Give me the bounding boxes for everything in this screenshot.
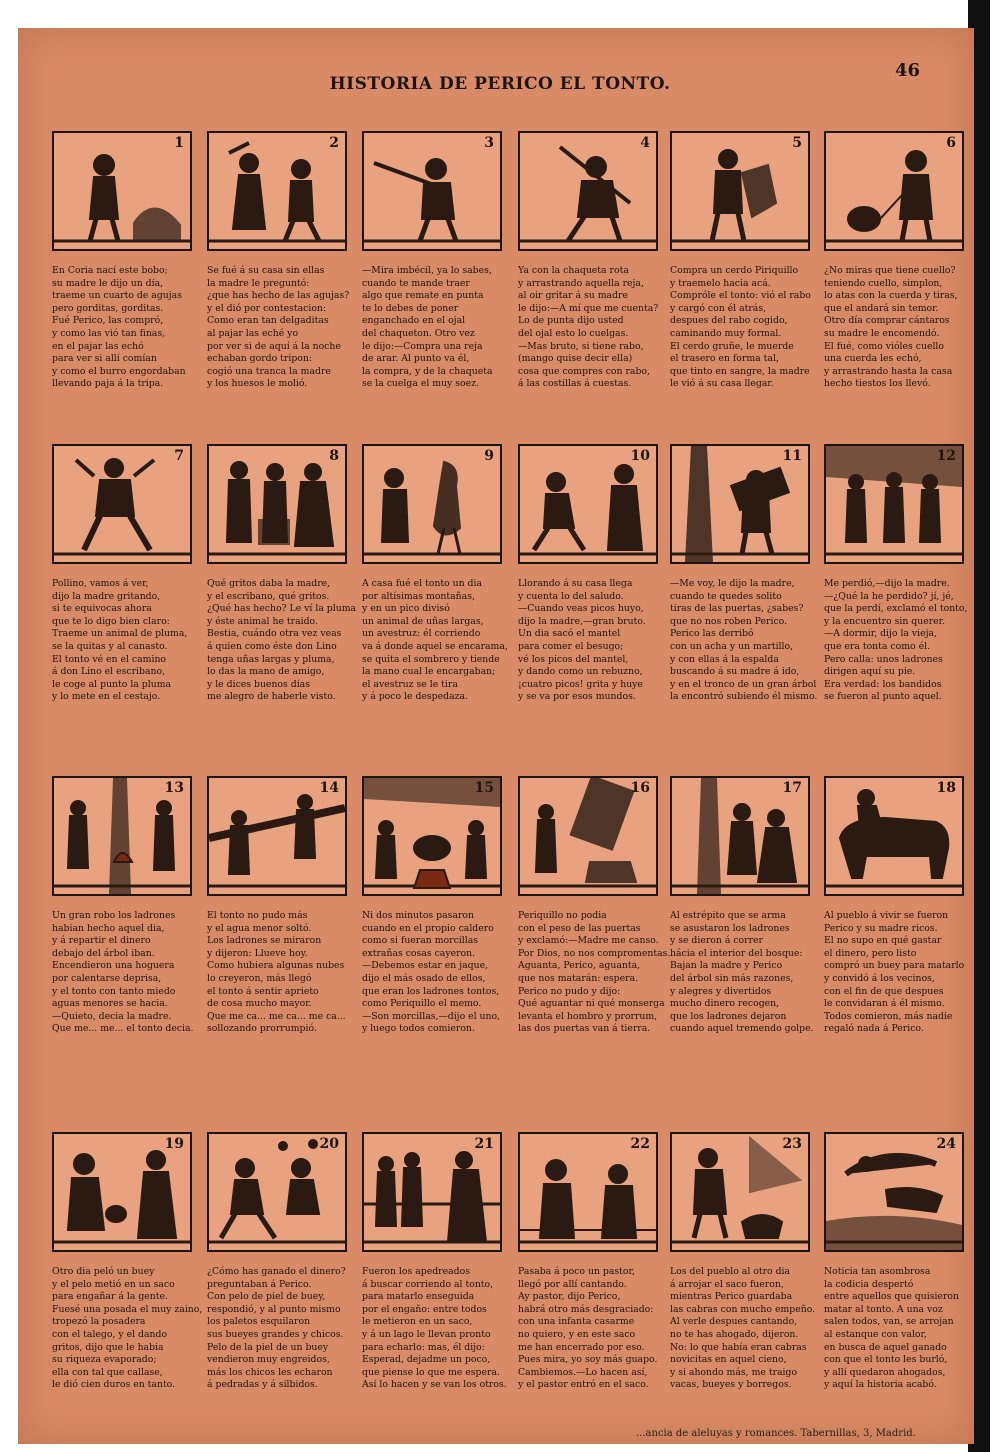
woodcut-panel bbox=[362, 1132, 502, 1252]
aleluya-cell bbox=[362, 131, 512, 391]
panel-number: 6 bbox=[946, 135, 956, 151]
panel-number: 4 bbox=[640, 135, 650, 151]
aleluya-cell bbox=[207, 1132, 357, 1392]
woodcut-illustration bbox=[364, 133, 500, 249]
aleluya-cell bbox=[52, 131, 202, 391]
panel-number: 10 bbox=[630, 448, 650, 464]
aleluya-cell bbox=[207, 776, 357, 1036]
aleluya-cell bbox=[52, 1132, 202, 1392]
woodcut-panel bbox=[52, 1132, 192, 1252]
panel-number: 24 bbox=[936, 1136, 956, 1152]
aleluya-cell bbox=[670, 131, 820, 391]
panel-verse: Compra un cerdo Piriquillo y traemelo hacia acá. Compróle el tonto: vió el rabo y cargó con él atrás, despues del rabo cogido, caminando muy formal. El cerdo gruñe, le muerde el trasero en forma tal, que tinto en sangre, la madre le vió á su casa llegar. bbox=[670, 265, 811, 390]
woodcut-panel bbox=[207, 131, 347, 251]
panel-number: 21 bbox=[474, 1136, 494, 1152]
woodcut-panel bbox=[362, 776, 502, 896]
woodcut-illustration bbox=[364, 446, 500, 562]
woodcut-illustration bbox=[520, 133, 656, 249]
panel-verse: Los del pueblo al otro dia á arrojar el saco fueron, mientras Perico guardaba las cabras con mucho empeño. Al verle despues cantando, no te has ahogado, dijeron. No: lo que había eran cabras novicitas en aquel cieno, y si ahondo más, me traigo vacas, bueyes y borregos. bbox=[670, 1266, 816, 1391]
woodcut-panel bbox=[362, 444, 502, 564]
panel-number: 16 bbox=[630, 780, 650, 796]
woodcut-panel bbox=[362, 131, 502, 251]
panel-verse: ¿No miras que tiene cuello? teniendo cuello, simplon, lo atas con la cuerda y tiras, que el andará sin temor. Otro día comprar cántaros su madre le encomendó. El fué, como vióles cuello una cuerda les echó, y arrastrando hasta la casa hecho tiestos los llevó. bbox=[824, 265, 958, 390]
panel-verse: Un gran robo los ladrones habian hecho aquel dia, y á repartir el dinero debajo del árbol iban. Encendieron una hoguera por calentarse deprisa, y el tonto con tanto miedo aguas menores se hacia. —Quieto, decia la madre. Que me... me... el tonto decia. bbox=[52, 910, 194, 1035]
panel-number: 11 bbox=[782, 448, 802, 464]
panel-verse: Llorando á su casa llega y cuenta lo del saludo. —Cuando veas picos huyo, dijo la madre,—gran bruto. Un dia sacó el mantel para comer el besugo; vé los picos del mantel, y dando como un rebuzno, ¡cuatro picos! grita y huye y se va por esos mundos. bbox=[518, 578, 646, 703]
panel-verse: Me perdió,—dijo la madre. —¿Qué la he perdido? jí, jé, que la perdí, exclamó el tonto, y la encuentro sin querer. —A dormir, dijo la vieja, que era tonta como él. Pero calla: unos ladrones dirigen aquí su pie. Era verdad: los bandidos se fueron al punto aquel. bbox=[824, 578, 968, 703]
panel-verse: El tonto no pudo más y el agua menor soltó. Los ladrones se miraron y dijeron: Llueve hoy. Como hubiera algunas nubes lo creyeron, más llegó el tonto á sentir aprieto de cosa mucho mayor. Que me ca... me ca... me ca... sollozando prorrumpió. bbox=[207, 910, 346, 1035]
woodcut-panel bbox=[518, 444, 658, 564]
panel-verse: Ni dos minutos pasaron cuando en el propio caldero como si fueran morcillas extrañas cosas cayeron. —Debemos estar en jaque, dijo el más osado de ellos, que eran los ladrones tontos, como Periquillo el memo. —Son morcillas,—dijo el uno, y luego todos comieron. bbox=[362, 910, 501, 1035]
aleluya-cell bbox=[518, 1132, 668, 1392]
panel-number: 17 bbox=[782, 780, 802, 796]
woodcut-illustration bbox=[826, 133, 962, 249]
panel-number: 8 bbox=[329, 448, 339, 464]
woodcut-panel bbox=[670, 776, 810, 896]
panel-number: 9 bbox=[484, 448, 494, 464]
woodcut-panel bbox=[670, 1132, 810, 1252]
panel-verse: Pasaba á poco un pastor, llegó por allí cantando. Ay pastor, dijo Perico, habrá otro más desgraciado: con una infanta casarme no quiero, y en este saco me han encerrado por eso. Pues mira, yo soy más guapo. Cambiemos.—Lo hacen así, y el pastor entró en el saco. bbox=[518, 1266, 658, 1391]
panel-number: 7 bbox=[174, 448, 184, 464]
panel-verse: Ya con la chaqueta rota y arrastrando aquella reja, al oir gritar á su madre le dijo:—A mí que me cuenta? Lo de punta dijo usted del ojal esto lo cuelgas. —Mas bruto, si tiene rabo, (mango quise decir ella) cosa que compres con rabo, á las costillas á cuestas. bbox=[518, 265, 659, 390]
woodcut-panel bbox=[824, 131, 964, 251]
panel-verse: —Me voy, le dijo la madre, cuando te quedes solito tiras de las puertas, ¿sabes? que no nos roben Perico. Perico las derribó con un acha y un martillo, y con ellas á la espalda buscando á su madre á ido, y en el tronco de un gran árbol la encontró subiendo él mismo. bbox=[670, 578, 818, 703]
aleluya-cell bbox=[207, 444, 357, 704]
woodcut-illustration bbox=[209, 446, 345, 562]
printer-imprint: ...ancia de aleluyas y romances. Tabernillas, 3, Madrid. bbox=[636, 1428, 916, 1439]
panel-number: 15 bbox=[474, 780, 494, 796]
panel-number: 3 bbox=[484, 135, 494, 151]
panel-verse: A casa fué el tonto un dia por altísimas montañas, y en un pico divisó un animal de uñas largas, un avestruz: él corriendo va á donde aquel se encarama, se quita el sombrero y tiende la mano cual le encargaban; el avestruz se le tira y á poco le despedaza. bbox=[362, 578, 508, 703]
aleluya-cell bbox=[670, 444, 820, 704]
aleluya-cell bbox=[670, 1132, 820, 1392]
woodcut-panel bbox=[518, 131, 658, 251]
aleluya-cell bbox=[824, 1132, 974, 1392]
panel-verse: Otro dia peló un buey y el pelo metió en un saco para engañar á la gente. Fuesé una posada el muy zaino, tropezó la posadera con el talego, y el dando gritos, dijo que le habia su riqueza evaporado; ella con tal que callase, le dió cien duros en tanto. bbox=[52, 1266, 203, 1391]
woodcut-panel bbox=[207, 776, 347, 896]
aleluya-cell bbox=[52, 776, 202, 1036]
panel-number: 23 bbox=[782, 1136, 802, 1152]
panel-verse: Al estrépito que se arma se asustaron los ladrones y se dieron á correr hácia el interior del bosque: Bajan la madre y Perico del árbol sin más razones, y alegres y divertidos mucho dinero recogen, que los ladrones dejaron cuando aquel tremendo golpe. bbox=[670, 910, 814, 1035]
woodcut-panel bbox=[52, 776, 192, 896]
woodcut-panel bbox=[207, 1132, 347, 1252]
panel-number: 5 bbox=[792, 135, 802, 151]
woodcut-panel bbox=[670, 131, 810, 251]
aleluya-cell bbox=[824, 776, 974, 1036]
panel-verse: Pollino, vamos á ver, dijo la madre gritando, si te equivocas ahora que te lo digo bien claro: Traeme un animal de pluma, se la quitas y al canasto. El tonto vé en el camino á don Lino el escribano, le coge al punto la pluma y lo mete en el cestajo. bbox=[52, 578, 188, 703]
woodcut-panel bbox=[670, 444, 810, 564]
aleluya-cell bbox=[362, 444, 512, 704]
panel-verse: Qué gritos daba la madre, y el escribano, qué gritos. ¿Qué has hecho? Le ví la pluma y éste animal he traido. Bestia, cuándo otra vez veas á quien como éste don Lino tenga uñas largas y pluma, lo das la mano de amigo, y le dices buenos días me alegro de haberle visto. bbox=[207, 578, 357, 703]
aleluya-cell bbox=[518, 131, 668, 391]
woodcut-panel bbox=[824, 444, 964, 564]
panel-number: 13 bbox=[164, 780, 184, 796]
page-title: HISTORIA DE PERICO EL TONTO. bbox=[329, 74, 671, 94]
woodcut-panel bbox=[207, 444, 347, 564]
panel-verse: —Mira imbécil, ya lo sabes, cuando te mande traer algo que remate en punta te lo debes de poner enganchado en el ojal del chaqueton. Otro vez le dijo:—Compra una reja de arar. Al punto va él, la compra, y de la chaqueta se la cuelga el muy soez. bbox=[362, 265, 493, 390]
panel-number: 19 bbox=[164, 1136, 184, 1152]
aleluya-cell bbox=[518, 776, 671, 1036]
panel-number: 18 bbox=[936, 780, 956, 796]
woodcut-panel bbox=[824, 1132, 964, 1252]
woodcut-panel bbox=[52, 444, 192, 564]
aleluya-cell bbox=[207, 131, 357, 391]
woodcut-panel bbox=[518, 776, 658, 896]
aleluya-cell bbox=[518, 444, 668, 704]
aleluya-cell bbox=[362, 776, 512, 1036]
panel-number: 14 bbox=[319, 780, 339, 796]
woodcut-illustration bbox=[672, 133, 808, 249]
panel-number: 22 bbox=[630, 1136, 650, 1152]
panel-number: 2 bbox=[329, 135, 339, 151]
panel-verse: En Coria nací este bobo; su madre le dijo un día, traeme un cuarto de agujas pero gorditas, gorditas. Fué Perico, las compró, y como las vió tan finas, en el pajar las echó para ver si allí comían y como el burro engordaban llevando paja á la tripa. bbox=[52, 265, 186, 390]
aleluya-cell bbox=[52, 444, 202, 704]
woodcut-illustration bbox=[209, 133, 345, 249]
woodcut-panel bbox=[52, 131, 192, 251]
panel-verse: Fueron los apedreados á buscar corriendo al tonto, para matarlo enseguida por el engaño: entre todos le metieron en un saco, y á un lago le llevan pronto para echarlo: mas, él dijo: Esperad, dejadme un poco, que piense lo que me espera. Así lo hacen y se van los otros. bbox=[362, 1266, 507, 1391]
aleluya-cell bbox=[362, 1132, 512, 1392]
panel-number: 12 bbox=[936, 448, 956, 464]
panel-verse: Noticia tan asombrosa la codicia despertó entre aquellos que quisieron matar al tonto. A una voz salen todos, van, se arrojan al estanque con valor, en busca de aquel ganado con que el tonto les burló, y allí quedaron ahogados, y aquí la historia acabó. bbox=[824, 1266, 959, 1391]
woodcut-illustration bbox=[54, 446, 190, 562]
woodcut-panel bbox=[518, 1132, 658, 1252]
woodcut-illustration bbox=[54, 133, 190, 249]
page-number: 46 bbox=[895, 60, 921, 81]
aleluya-cell bbox=[824, 444, 974, 704]
panel-number: 1 bbox=[174, 135, 184, 151]
panel-verse: Se fué á su casa sin ellas la madre le preguntó: ¿que has hecho de las agujas? y el dió por contestacion: Como eran tan delgaditas al pajar las eché yo por ver si de aquí á la noche echaban gordo tripon: cogió una tranca la madre y los huesos le molió. bbox=[207, 265, 350, 390]
aleluya-cell bbox=[824, 131, 974, 391]
panel-verse: Al pueblo á vivir se fueron Perico y su madre ricos. El no supo en qué gastar el dinero, pero listo compró un buey para matarlo y convidó á los vecinos, con el fin de que despues le convidaran á él mismo. Todos comieron, más nadie regaló nada á Perico. bbox=[824, 910, 965, 1035]
woodcut-panel bbox=[824, 776, 964, 896]
panel-verse: ¿Cómo has ganado el dinero? preguntaban á Perico. Con pelo de piel de buey, respondió, y al punto mismo los paletos esquilaron sus bueyes grandes y chicos. Pelo de la piel de un buey vendieron muy engreidos, más los chicos les echaron á pedradas y á silbidos. bbox=[207, 1266, 346, 1391]
panel-verse: Periquillo no podia con el peso de las puertas y exclamó:—Madre me canso. Por Dios, no nos compromentas. Aguanta, Perico, aguanta, que nos matarán: espera. Perico no pudo y dijo: Qué aguantar ni qué monserga levanta el hombro y prorrum, las dos puertas van á tierra. bbox=[518, 910, 671, 1035]
panel-number: 20 bbox=[319, 1136, 339, 1152]
aleluya-cell bbox=[670, 776, 820, 1036]
